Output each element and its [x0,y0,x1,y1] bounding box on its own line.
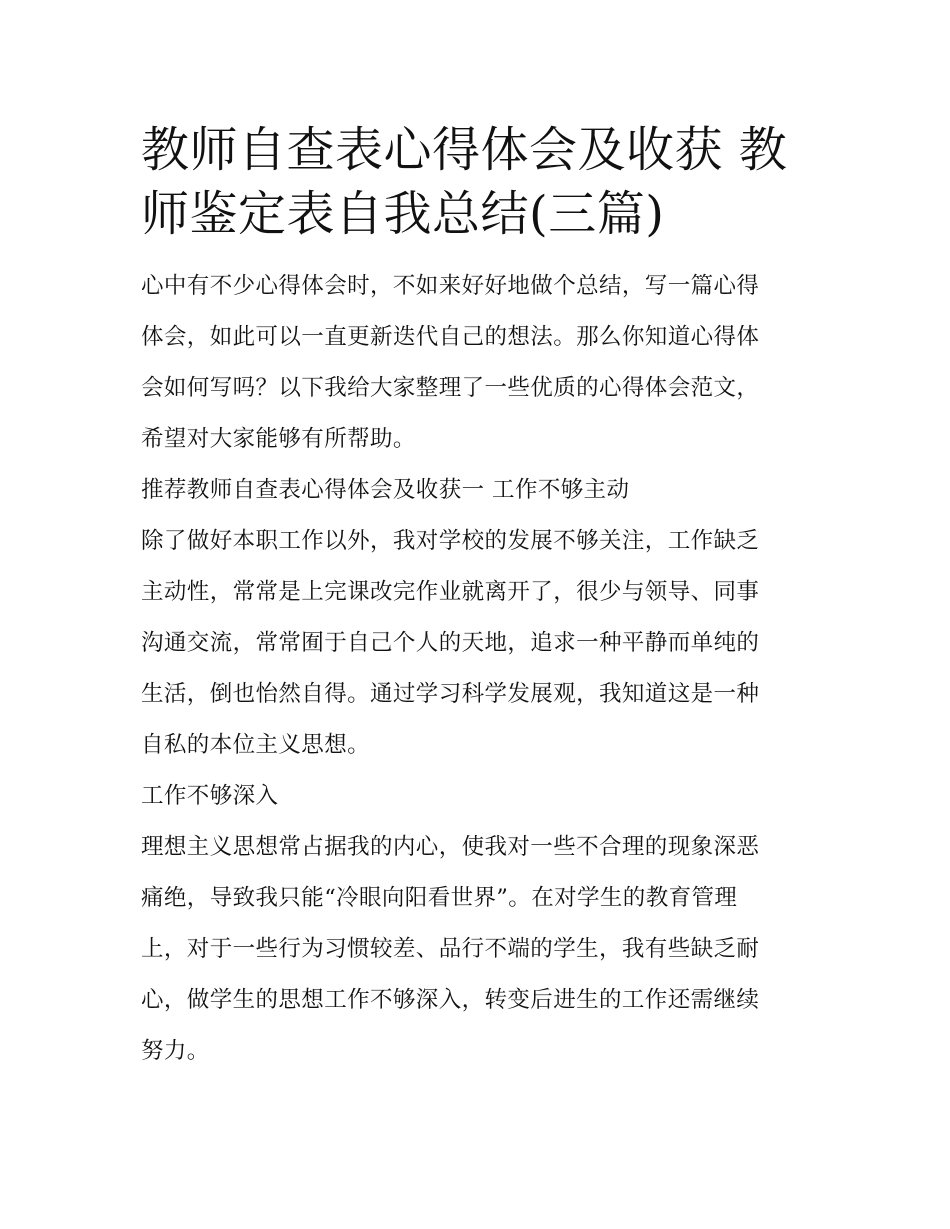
text-line: 理想主义思想常占据我的内心，使我对一些不合理的现象深恶 [141,834,760,860]
title-line: 师鉴定表自我总结(三篇) [141,186,665,242]
text-line: 生活，倒也怡然自得。通过学习科学发展观，我知道这是一种 [141,681,760,707]
section1-heading: 推荐教师自查表心得体会及收获一 工作不够主动 [141,477,630,503]
section2-paragraph [141,822,813,1077]
text-line: 体会，如此可以一直更新迭代自己的想法。那么你知道心得体 [141,324,760,350]
text-line: 心，做学生的思想工作不够深入，转变后进生的工作还需继续 [141,987,760,1013]
document-page [141,118,813,1077]
document-body [141,261,813,1077]
intro-paragraph [141,261,813,465]
text-line: 希望对大家能够有所帮助。 [141,426,416,452]
document-title [141,118,813,246]
text-line: 除了做好本职工作以外，我对学校的发展不够关注，工作缺乏 [141,528,760,554]
text-line: 上，对于一些行为习惯较差、品行不端的学生，我有些缺乏耐 [141,936,760,962]
text-line: 沟通交流，常常囿于自己个人的天地，追求一种平静而单纯的 [141,630,760,656]
section1-paragraph [141,516,813,771]
text-line: 努力。 [141,1038,210,1064]
text-line: 痛绝，导致我只能“冷眼向阳看世界”。在对学生的教育管理 [141,885,738,911]
title-line: 教师自查表心得体会及收获 教 [141,122,788,178]
text-line: 会如何写吗？以下我给大家整理了一些优质的心得体会范文， [141,375,760,401]
text-line: 心中有不少心得体会时，不如来好好地做个总结，写一篇心得 [141,273,760,299]
text-line: 主动性，常常是上完课改完作业就离开了，很少与领导、同事 [141,579,760,605]
section2-heading: 工作不够深入 [141,783,279,809]
text-line: 自私的本位主义思想。 [141,732,371,758]
